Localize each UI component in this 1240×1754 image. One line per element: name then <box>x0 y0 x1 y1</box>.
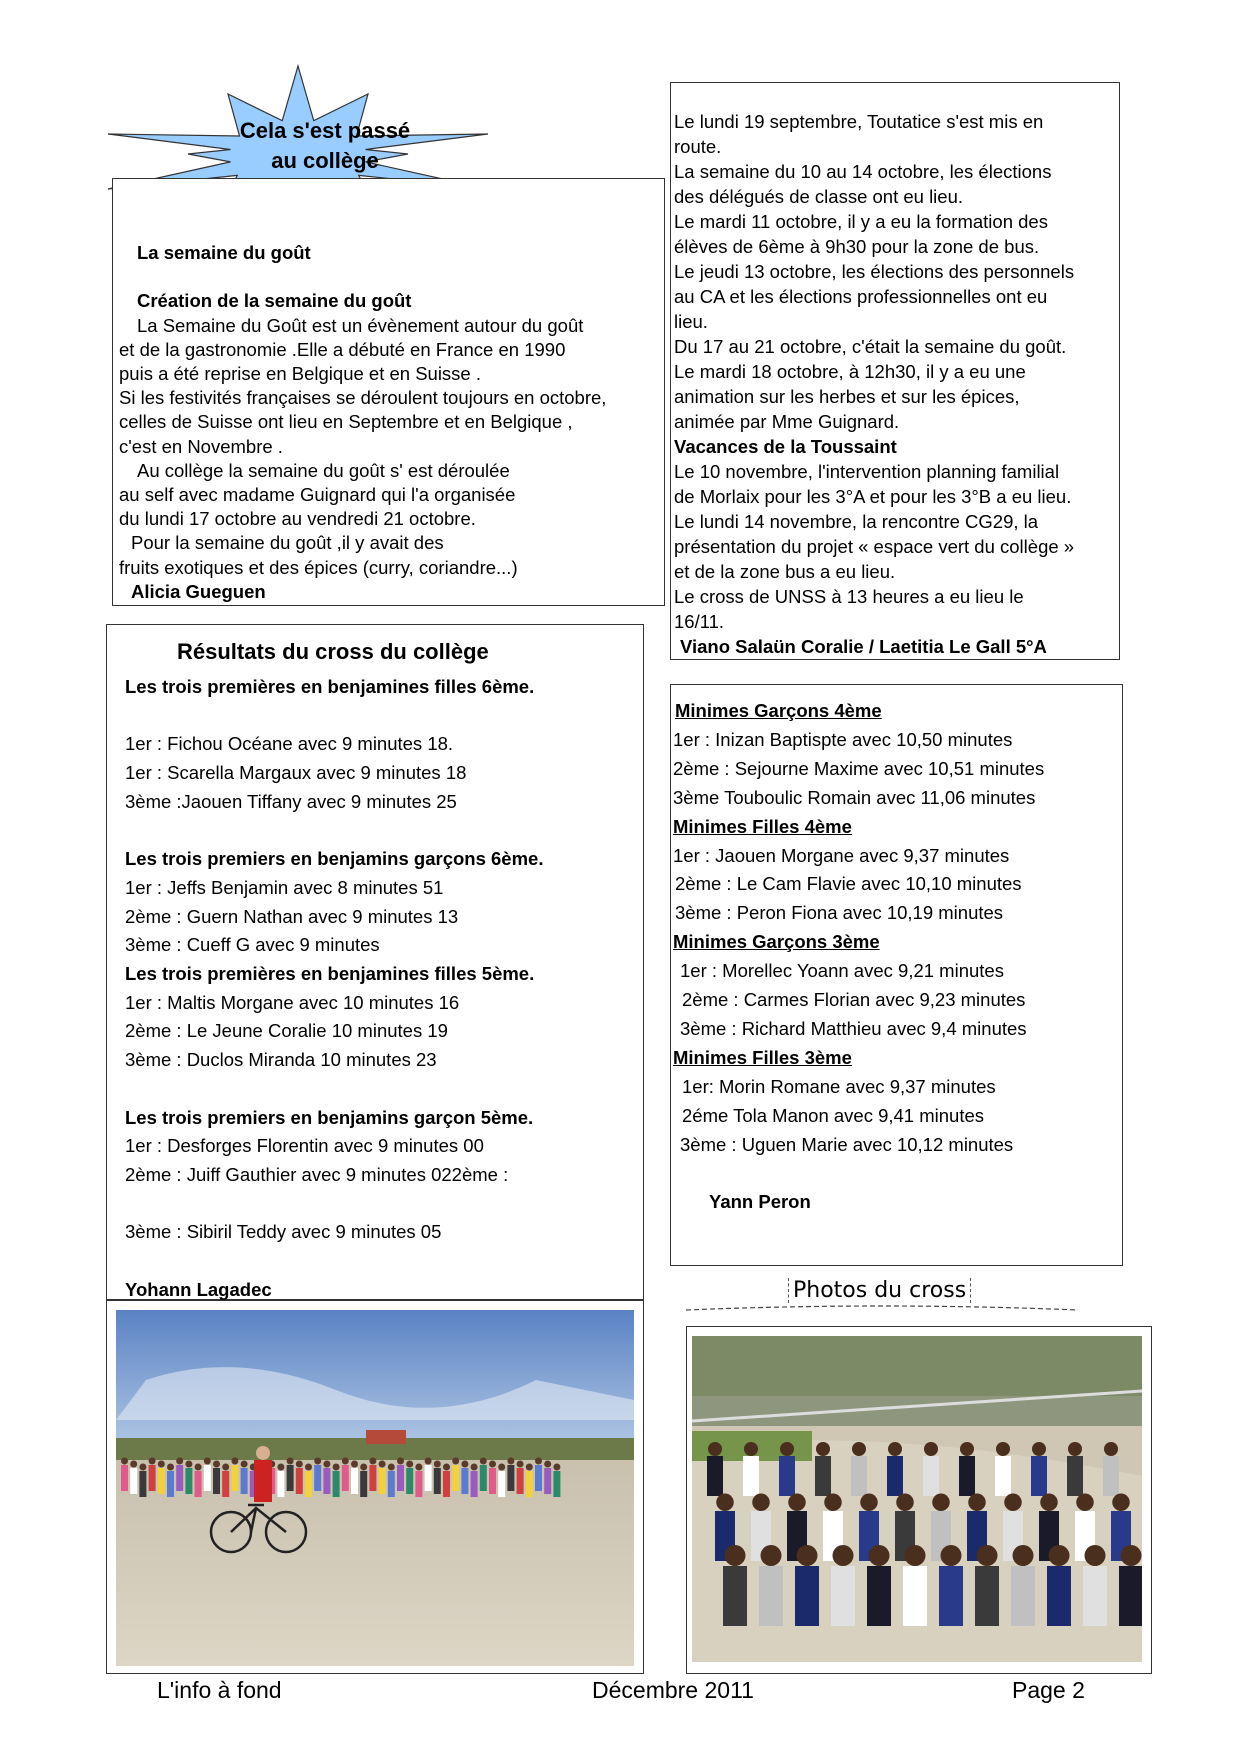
photos-caption: Photos du cross <box>788 1278 971 1303</box>
minimes-results-box <box>670 684 1123 1266</box>
text-line: 1er : Morellec Yoann avec 9,21 minutes <box>680 960 1004 982</box>
footer-date: Décembre 2011 <box>592 1677 754 1703</box>
text-line: Minimes Filles 3ème <box>673 1046 852 1068</box>
text-line: Alicia Gueguen <box>131 580 266 602</box>
text-line: Au collège la semaine du goût s' est déroulée <box>137 459 510 481</box>
heading-line-2: au collège <box>271 148 379 173</box>
text-line: Pour la semaine du goût ,il y avait des <box>131 532 444 554</box>
text-line: 3ème : Uguen Marie avec 10,12 minutes <box>680 1133 1014 1155</box>
text-line: Le lundi 19 septembre, Toutatice s'est mis en <box>674 111 1044 132</box>
text-line: Les trois premiers en benjamins garçon 5ème. <box>125 1106 534 1128</box>
minimes-results-text <box>673 697 1044 1217</box>
gout-article-text <box>119 241 606 604</box>
heading-line-1: Cela s'est passé <box>239 118 411 143</box>
text-line <box>125 1075 543 1104</box>
text-line: 2ème : Guern Nathan avec 9 minutes 13 <box>125 905 459 927</box>
text-line: 1er : Jaouen Morgane avec 9,37 minutes <box>673 844 1010 866</box>
text-line: 1er : Scarella Margaux avec 9 minutes 18 <box>125 762 467 784</box>
text-line: au CA et les élections professionnelles ont eu <box>674 286 1048 307</box>
text-line: 1er: Morin Romane avec 9,37 minutes <box>682 1075 996 1097</box>
text-line: Yohann Lagadec <box>125 1278 272 1300</box>
text-line: 3ème : Duclos Miranda 10 minutes 23 <box>125 1049 437 1071</box>
text-line: et de la zone bus a eu lieu. <box>674 561 896 582</box>
caption-dashed-line <box>686 1304 1078 1314</box>
text-line: 2ème : Carmes Florian avec 9,23 minutes <box>682 989 1026 1011</box>
text-line: 2ème : Juiff Gauthier avec 9 minutes 022ème : <box>125 1163 509 1185</box>
text-line: Les trois premiers en benjamins garçons 6ème. <box>125 848 544 870</box>
text-line: 1er : Fichou Océane avec 9 minutes 18. <box>125 733 454 755</box>
text-line: puis a été reprise en Belgique et en Suisse . <box>119 363 482 385</box>
cross-results-box <box>106 624 644 1300</box>
text-line <box>673 1160 1044 1189</box>
text-line: de Morlaix pour les 3°A et pour les 3°B a eu lieu. <box>674 486 1072 507</box>
text-line: 1er : Jeffs Benjamin avec 8 minutes 51 <box>125 876 444 898</box>
text-line: celles de Suisse ont lieu en Septembre et en Belgique , <box>119 411 573 433</box>
text-line: Viano Salaün Coralie / Laetitia Le Gall 5°A <box>680 636 1047 657</box>
text-line: 3ème Touboulic Romain avec 11,06 minutes <box>673 786 1036 808</box>
text-line: La semaine du goût <box>137 242 311 263</box>
text-line: Vacances de la Toussaint <box>674 436 897 457</box>
text-line: présentation du projet « espace vert du collège » <box>674 536 1075 557</box>
text-line: élèves de 6ème à 9h30 pour la zone de bus. <box>674 236 1040 257</box>
text-line <box>119 265 606 289</box>
cross-start-photo <box>116 1310 634 1666</box>
text-line: 2ème : Le Jeune Coralie 10 minutes 19 <box>125 1020 448 1042</box>
footer-page-number: Page 2 <box>1012 1677 1085 1703</box>
text-line: Minimes Filles 4ème <box>673 815 852 837</box>
text-line: Minimes Garçons 4ème <box>675 700 882 721</box>
text-line: fruits exotiques et des épices (curry, coriandre...) <box>119 556 518 578</box>
text-line: route. <box>674 136 722 157</box>
events-article-box <box>670 82 1120 660</box>
text-line: Les trois premières en benjamines filles 5ème. <box>125 963 535 985</box>
text-line: La semaine du 10 au 14 octobre, les élections <box>674 161 1052 182</box>
text-line: Du 17 au 21 octobre, c'était la semaine du goût. <box>674 336 1067 357</box>
text-line: Yann Peron <box>709 1191 811 1213</box>
cross-race-photo <box>692 1336 1142 1662</box>
section-heading <box>230 116 420 176</box>
footer-publication-name: L'info à fond <box>157 1677 282 1703</box>
text-line: au self avec madame Guignard qui l'a organisée <box>119 484 516 506</box>
text-line: animée par Mme Guignard. <box>674 411 900 432</box>
text-line <box>125 817 543 846</box>
text-line: 1er : Maltis Morgane avec 10 minutes 16 <box>125 991 460 1013</box>
text-line: 3ème : Sibiril Teddy avec 9 minutes 05 <box>125 1221 442 1243</box>
text-line: c'est en Novembre . <box>119 435 283 457</box>
text-line: Si les festivités françaises se déroulent toujours en octobre, <box>119 387 607 409</box>
text-line: Le jeudi 13 octobre, les élections des personnels <box>674 261 1075 282</box>
text-line: 16/11. <box>674 611 725 632</box>
cross-results-title: Résultats du cross du collège <box>177 639 489 664</box>
events-article-text <box>674 109 1074 659</box>
text-line: lieu. <box>674 311 708 332</box>
text-line: 3ème : Richard Matthieu avec 9,4 minutes <box>680 1017 1027 1039</box>
text-line <box>125 1247 543 1276</box>
text-line: Le mardi 18 octobre, à 12h30, il y a eu une <box>674 361 1026 382</box>
text-line: 2ème : Le Cam Flavie avec 10,10 minutes <box>675 873 1022 895</box>
cyclist <box>254 1460 272 1502</box>
text-line: 3ème : Cueff G avec 9 minutes <box>125 934 380 956</box>
text-line: Création de la semaine du goût <box>137 290 412 312</box>
text-line: animation sur les herbes et sur les épices, <box>674 386 1020 407</box>
text-line <box>125 1190 543 1219</box>
text-line: Le mardi 11 octobre, il y a eu la formation des <box>674 211 1048 232</box>
text-line <box>125 702 543 731</box>
text-line: du lundi 17 octobre au vendredi 21 octobre. <box>119 508 476 530</box>
text-line: 2éme Tola Manon avec 9,41 minutes <box>682 1104 985 1126</box>
text-line: et de la gastronomie .Elle a débuté en France en 1990 <box>119 338 566 360</box>
cross-results-text <box>125 673 543 1304</box>
text-line: La Semaine du Goût est un évènement autour du goût <box>137 314 584 336</box>
text-line: Les trois premières en benjamines filles 6ème. <box>125 676 535 697</box>
gout-article-box <box>112 178 665 606</box>
text-line: 1er : Desforges Florentin avec 9 minutes 00 <box>125 1135 484 1157</box>
text-line: Le 10 novembre, l'intervention planning familial <box>674 461 1060 482</box>
text-line: des délégués de classe ont eu lieu. <box>674 186 964 207</box>
text-line: 2ème : Sejourne Maxime avec 10,51 minutes <box>673 757 1045 779</box>
text-line: Le lundi 14 novembre, la rencontre CG29, la <box>674 511 1039 532</box>
text-line: 1er : Inizan Baptispte avec 10,50 minutes <box>673 728 1013 750</box>
text-line: Minimes Garçons 3ème <box>673 931 880 953</box>
text-line: 3ème :Jaouen Tiffany avec 9 minutes 25 <box>125 790 457 812</box>
text-line: Le cross de UNSS à 13 heures a eu lieu le <box>674 586 1024 607</box>
text-line: 3ème : Peron Fiona avec 10,19 minutes <box>675 902 1004 924</box>
